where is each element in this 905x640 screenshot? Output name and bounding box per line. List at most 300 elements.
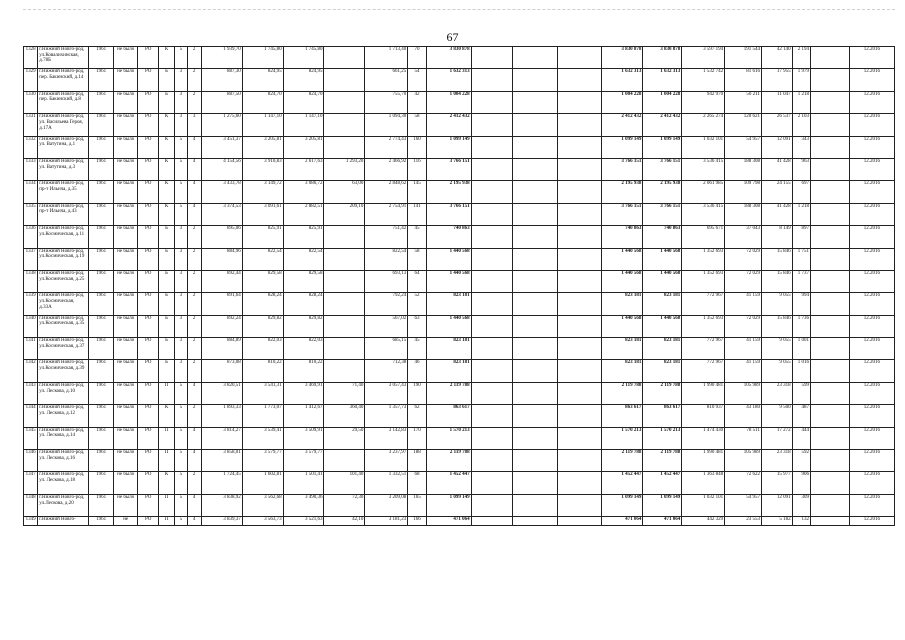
cell-fund: РО — [138, 360, 158, 382]
cell-e1 — [471, 360, 512, 382]
cell-fund: РО — [138, 69, 158, 91]
cell-e2 — [512, 226, 557, 248]
cell-f2: 1 570 213 — [643, 427, 682, 449]
cell-e3 — [557, 338, 602, 360]
cell-wall: К — [158, 114, 174, 136]
cell-fund: РО — [138, 382, 158, 404]
cell-e2 — [512, 360, 557, 382]
cell-repair: не было — [113, 427, 138, 449]
cell-f3: 3 536 415 — [682, 158, 725, 180]
cell-repair: не было — [113, 450, 138, 472]
cell-floors: 5 — [175, 472, 187, 494]
cell-f5: 15 846 — [761, 315, 792, 337]
cell-f4: 78 511 — [725, 427, 762, 449]
cell-year: 1961 — [89, 382, 114, 404]
cell-address: г.Нижний Новго-род, пер. Бакинский, д.8 — [38, 91, 89, 113]
cell-fund: РО — [138, 203, 158, 225]
cell-f4: 41 159 — [725, 338, 762, 360]
cell-ppl: 58 — [408, 114, 426, 136]
cell-g1 — [810, 158, 849, 180]
cell-year: 1961 — [89, 69, 114, 91]
cell-a3: 825,91 — [283, 226, 324, 248]
cell-f3: 772 967 — [682, 293, 725, 315]
cell-entr: 4 — [187, 494, 201, 516]
cell-f2: 740 863 — [643, 226, 682, 248]
cell-a2: 829,58 — [242, 270, 283, 292]
cell-ppl: 190 — [408, 382, 426, 404]
cell-f3: 810 937 — [682, 405, 725, 427]
cell-year: 1961 — [89, 472, 114, 494]
cell-a4 — [324, 248, 365, 270]
cell-date: 12.2016 — [849, 158, 894, 180]
cell-floors: 3 — [175, 69, 187, 91]
cell-fund: РО — [138, 450, 158, 472]
cell-a4 — [324, 136, 365, 158]
cell-f5: 15 846 — [761, 248, 792, 270]
cell-no: 1328 — [24, 47, 38, 69]
cell-a3: 1 147,10 — [283, 114, 324, 136]
cell-address: г.Нижний Новго-род, ул.Космическая, д.39 — [38, 360, 89, 382]
cell-e1 — [471, 315, 512, 337]
cell-year: 1961 — [89, 47, 114, 69]
cell-a4: 63,00 — [324, 181, 365, 203]
cell-wall: Б — [158, 69, 174, 91]
cell-a1: 1 939,70 — [201, 47, 242, 69]
cell-f2: 2 119 788 — [643, 450, 682, 472]
cell-address: г.Нижний Новго-род, ул. Лескова, д.14 — [38, 427, 89, 449]
cell-f3: 1 032 101 — [682, 494, 725, 516]
cell-e3 — [557, 293, 602, 315]
cell-g1 — [810, 248, 849, 270]
cell-f2: 3 830 878 — [643, 47, 682, 69]
cell-f5: 17 955 — [761, 69, 792, 91]
cell-sum: 3 766 151 — [426, 203, 471, 225]
cell-a4 — [324, 450, 365, 472]
table-row — [24, 203, 895, 225]
cell-year: 1961 — [89, 270, 114, 292]
cell-sum: 740 863 — [426, 226, 471, 248]
cell-ppl: 46 — [408, 360, 426, 382]
cell-e3 — [557, 136, 602, 158]
cell-a4: 42,10 — [324, 517, 365, 526]
cell-date: 12.2016 — [849, 427, 894, 449]
cell-f1: 823 181 — [602, 293, 643, 315]
cell-g1 — [810, 136, 849, 158]
cell-fund: РО — [138, 248, 158, 270]
cell-a5: 1 332,51 — [365, 472, 408, 494]
cell-ppl: 68 — [408, 472, 426, 494]
cell-a3: 3 086,72 — [283, 181, 324, 203]
cell-a1: 4 154,56 — [201, 158, 242, 180]
cell-wall: К — [158, 405, 174, 427]
cell-entr: 2 — [187, 338, 201, 360]
cell-fund: РО — [138, 494, 158, 516]
cell-no: 1347 — [24, 472, 38, 494]
cell-floors: 3 — [175, 315, 187, 337]
cell-entr: 2 — [187, 405, 201, 427]
cell-f4: 54 957 — [725, 136, 762, 158]
cell-ppl: 141 — [408, 203, 426, 225]
cell-a1: 3 820,51 — [201, 382, 242, 404]
cell-date: 12.2016 — [849, 517, 894, 526]
cell-a5: 792,24 — [365, 293, 408, 315]
cell-e1 — [471, 472, 512, 494]
cell-f1: 2 412 432 — [602, 114, 643, 136]
cell-ppl: 170 — [408, 427, 426, 449]
cell-sum: 1 099 149 — [426, 136, 471, 158]
cell-repair: не было — [113, 47, 138, 69]
cell-e1 — [471, 47, 512, 69]
cell-e2 — [512, 158, 557, 180]
cell-a1: 892,44 — [201, 270, 242, 292]
cell-fund: РО — [138, 315, 158, 337]
cell-floors: 3 — [175, 270, 187, 292]
cell-f4: 191 544 — [725, 47, 762, 69]
cell-wall: Б — [158, 338, 174, 360]
table-row — [24, 450, 895, 472]
cell-e2 — [512, 338, 557, 360]
cell-e3 — [557, 181, 602, 203]
cell-a3: 3 521,63 — [283, 517, 324, 526]
cell-floors: 5 — [175, 405, 187, 427]
cell-sum: 1 452 447 — [426, 472, 471, 494]
cell-a2: 822,54 — [242, 248, 283, 270]
cell-e1 — [471, 91, 512, 113]
cell-year: 1961 — [89, 203, 114, 225]
cell-a5: 693,13 — [365, 270, 408, 292]
cell-no: 1333 — [24, 158, 38, 180]
cell-e3 — [557, 450, 602, 472]
cell-entr: 3 — [187, 114, 201, 136]
cell-entr: 2 — [187, 47, 201, 69]
cell-f2: 1 004 228 — [643, 91, 682, 113]
cell-fund: РО — [138, 405, 158, 427]
cell-sum: 823 181 — [426, 293, 471, 315]
cell-e3 — [557, 69, 602, 91]
cell-f3: 1 990 481 — [682, 450, 725, 472]
cell-floors: 5 — [175, 494, 187, 516]
cell-g1 — [810, 472, 849, 494]
cell-f5: 15 977 — [761, 472, 792, 494]
cell-e1 — [471, 181, 512, 203]
cell-f3: 772 967 — [682, 338, 725, 360]
table-row — [24, 226, 895, 248]
cell-a4: 209,10 — [324, 203, 365, 225]
table-row — [24, 270, 895, 292]
cell-e1 — [471, 494, 512, 516]
cell-f6: 487 — [792, 405, 810, 427]
cell-sum: 1 099 149 — [426, 494, 471, 516]
cell-no: 1339 — [24, 293, 38, 315]
cell-f4: 72 029 — [725, 248, 762, 270]
cell-no: 1336 — [24, 226, 38, 248]
cell-f1: 1 570 213 — [602, 427, 643, 449]
cell-wall: П — [158, 427, 174, 449]
cell-entr: 2 — [187, 226, 201, 248]
cell-f4: 188 308 — [725, 158, 762, 180]
cell-fund: РО — [138, 270, 158, 292]
cell-address: г.Нижний Новго-род, ул.Космическая, д.11 — [38, 226, 89, 248]
cell-g1 — [810, 181, 849, 203]
cell-entr: 4 — [187, 203, 201, 225]
cell-sum: 2 412 432 — [426, 114, 471, 136]
cell-year: 1961 — [89, 405, 114, 427]
cell-no: 1334 — [24, 181, 38, 203]
cell-a2: 3 205,81 — [242, 136, 283, 158]
cell-f5: 26 537 — [761, 114, 792, 136]
cell-f6: 1 218 — [792, 91, 810, 113]
cell-date: 12.2016 — [849, 47, 894, 69]
cell-date: 12.2016 — [849, 270, 894, 292]
cell-f6: 1 016 — [792, 360, 810, 382]
cell-a3: 829,82 — [283, 315, 324, 337]
cell-f6: 2 103 — [792, 114, 810, 136]
cell-a1: 3 451,37 — [201, 136, 242, 158]
cell-e2 — [512, 181, 557, 203]
cell-f1: 1 440 568 — [602, 315, 643, 337]
cell-year: 1961 — [89, 226, 114, 248]
cell-f6: 599 — [792, 382, 810, 404]
cell-sum: 2 195 938 — [426, 181, 471, 203]
cell-year: 1961 — [89, 450, 114, 472]
cell-fund: РО — [138, 226, 158, 248]
cell-a5: 2 848,62 — [365, 181, 408, 203]
cell-a1: 3 433,78 — [201, 181, 242, 203]
cell-repair: не было — [113, 136, 138, 158]
cell-wall: Б — [158, 270, 174, 292]
cell-f2: 3 766 151 — [643, 203, 682, 225]
cell-f6: 697 — [792, 181, 810, 203]
cell-f1: 1 440 568 — [602, 270, 643, 292]
cell-f1: 2 195 938 — [602, 181, 643, 203]
cell-no: 1348 — [24, 494, 38, 516]
cell-f3: 695 671 — [682, 226, 725, 248]
cell-wall: К — [158, 472, 174, 494]
cell-sum: 3 830 878 — [426, 47, 471, 69]
cell-e2 — [512, 114, 557, 136]
cell-e2 — [512, 405, 557, 427]
cell-floors: 5 — [175, 450, 187, 472]
cell-date: 12.2016 — [849, 69, 894, 91]
cell-address: г.Нижний Новго- — [38, 517, 89, 526]
cell-floors: 3 — [175, 360, 187, 382]
cell-f4: 37 043 — [725, 226, 762, 248]
cell-ppl: 58 — [408, 248, 426, 270]
cell-a2: 3 910,83 — [242, 158, 283, 180]
cell-f3: 2 061 985 — [682, 181, 725, 203]
cell-a5: 3 181,23 — [365, 517, 408, 526]
cell-e3 — [557, 517, 602, 526]
cell-e3 — [557, 248, 602, 270]
cell-a2: 829,82 — [242, 315, 283, 337]
cell-f6: 963 — [792, 158, 810, 180]
cell-a3: 3 205,81 — [283, 136, 324, 158]
cell-f4: 105 989 — [725, 382, 762, 404]
cell-f3: 1 532 742 — [682, 69, 725, 91]
cell-e2 — [512, 450, 557, 472]
cell-f1: 3 830 878 — [602, 47, 643, 69]
cell-f6: 2 194 — [792, 47, 810, 69]
cell-ppl: 52 — [408, 293, 426, 315]
cell-e1 — [471, 405, 512, 427]
cell-address: г.Нижний Новго-род, ул.Космическая, д.25 — [38, 270, 89, 292]
cell-f4: 120 621 — [725, 114, 762, 136]
cell-e3 — [557, 47, 602, 69]
cell-f5: 9 055 — [761, 338, 792, 360]
cell-no: 1340 — [24, 315, 38, 337]
cell-f5: 11 047 — [761, 91, 792, 113]
cell-e2 — [512, 293, 557, 315]
cell-f2: 1 099 149 — [643, 494, 682, 516]
cell-repair: не было — [113, 315, 138, 337]
cell-date: 12.2016 — [849, 248, 894, 270]
cell-fund: РО — [138, 472, 158, 494]
cell-f2: 2 195 938 — [643, 181, 682, 203]
table-row — [24, 181, 895, 203]
cell-f3: 3 597 194 — [682, 47, 725, 69]
cell-a3: 1 745,80 — [283, 47, 324, 69]
cell-floors: 5 — [175, 382, 187, 404]
cell-f6: 1 979 — [792, 69, 810, 91]
table-row — [24, 315, 895, 337]
cell-wall: Б — [158, 248, 174, 270]
table-row — [24, 472, 895, 494]
cell-f6: 1 001 — [792, 338, 810, 360]
cell-e1 — [471, 450, 512, 472]
cell-year: 1961 — [89, 181, 114, 203]
table-row — [24, 338, 895, 360]
cell-ppl: 63 — [408, 315, 426, 337]
cell-address: г.Нижний Новго-род, пр-т Ильича, д.43 — [38, 203, 89, 225]
cell-e2 — [512, 517, 557, 526]
cell-entr: 2 — [187, 360, 201, 382]
cell-sum: 823 181 — [426, 338, 471, 360]
table-row — [24, 293, 895, 315]
cell-e1 — [471, 427, 512, 449]
cell-a2: 824,70 — [242, 91, 283, 113]
cell-wall: К — [158, 203, 174, 225]
cell-year: 1961 — [89, 136, 114, 158]
cell-g1 — [810, 338, 849, 360]
cell-f2: 823 181 — [643, 360, 682, 382]
cell-f6: 132 — [792, 517, 810, 526]
cell-address: г.Нижний Новго-род, ул. Ватутина, д.1 — [38, 136, 89, 158]
cell-a4 — [324, 360, 365, 382]
cell-entr: 2 — [187, 293, 201, 315]
cell-a1: 895,06 — [201, 226, 242, 248]
cell-fund: РО — [138, 427, 158, 449]
cell-g1 — [810, 405, 849, 427]
cell-f4: 72 622 — [725, 472, 762, 494]
cell-address: г.Нижний Новго-род, пр-т Ильича, д.35 — [38, 181, 89, 203]
cell-no: 1332 — [24, 136, 38, 158]
cell-a2: 810,22 — [242, 360, 283, 382]
cell-f4: 54 957 — [725, 494, 762, 516]
cell-f3: 1 352 693 — [682, 315, 725, 337]
cell-a3: 3 579,77 — [283, 450, 324, 472]
cell-a5: 822,54 — [365, 248, 408, 270]
cell-g1 — [810, 47, 849, 69]
cell-e3 — [557, 472, 602, 494]
page-top-rule — [23, 9, 895, 10]
cell-e1 — [471, 69, 512, 91]
table-row — [24, 158, 895, 180]
cell-date: 12.2016 — [849, 203, 894, 225]
cell-entr: 4 — [187, 450, 201, 472]
cell-no: 1330 — [24, 91, 38, 113]
cell-a1: 3 374,53 — [201, 203, 242, 225]
cell-f1: 823 181 — [602, 338, 643, 360]
cell-e3 — [557, 427, 602, 449]
cell-f1: 2 119 788 — [602, 382, 643, 404]
cell-f2: 823 181 — [643, 338, 682, 360]
cell-f4: 43 180 — [725, 405, 762, 427]
cell-f2: 1 632 313 — [643, 69, 682, 91]
cell-no: 1335 — [24, 203, 38, 225]
cell-a3: 2 617,63 — [283, 158, 324, 180]
cell-repair: не было — [113, 181, 138, 203]
cell-ppl: 64 — [408, 270, 426, 292]
cell-f5: 9 500 — [761, 405, 792, 427]
cell-a2: 3 539,41 — [242, 427, 283, 449]
cell-a2: 3 563,73 — [242, 517, 283, 526]
cell-f5: 24 155 — [761, 181, 792, 203]
cell-ppl: 116 — [408, 158, 426, 180]
cell-a5: 712,38 — [365, 360, 408, 382]
cell-f6: 444 — [792, 427, 810, 449]
cell-f1: 1 440 568 — [602, 248, 643, 270]
cell-year: 1961 — [89, 91, 114, 113]
cell-date: 12.2016 — [849, 226, 894, 248]
cell-a5: 751,42 — [365, 226, 408, 248]
cell-repair: не было — [113, 494, 138, 516]
table-row — [24, 91, 895, 113]
cell-a1: 1 275,60 — [201, 114, 242, 136]
cell-year: 1961 — [89, 338, 114, 360]
cell-a2: 3 562,68 — [242, 494, 283, 516]
cell-sum: 2 119 788 — [426, 382, 471, 404]
cell-address: г.Нижний Новго-род, ул.Космическая, д.35 — [38, 315, 89, 337]
cell-a4: 1 293,20 — [324, 158, 365, 180]
cell-floors: 5 — [175, 136, 187, 158]
cell-f2: 1 099 149 — [643, 136, 682, 158]
cell-sum: 1 632 313 — [426, 69, 471, 91]
cell-repair: не было — [113, 91, 138, 113]
cell-f5: 12 091 — [761, 136, 792, 158]
cell-e3 — [557, 158, 602, 180]
cell-entr: 4 — [187, 136, 201, 158]
cell-address: г.Нижний Новго-род, ул. Лескова, д.16 — [38, 450, 89, 472]
cell-a4 — [324, 315, 365, 337]
cell-entr: 2 — [187, 315, 201, 337]
cell-no: 1344 — [24, 405, 38, 427]
cell-entr: 4 — [187, 427, 201, 449]
cell-year: 1961 — [89, 248, 114, 270]
cell-a2: 1 773,07 — [242, 405, 283, 427]
cell-a3: 828,24 — [283, 293, 324, 315]
cell-no: 1341 — [24, 338, 38, 360]
cell-f6: 1 736 — [792, 315, 810, 337]
cell-wall: К — [158, 47, 174, 69]
cell-f3: 1 990 481 — [682, 382, 725, 404]
cell-a1: 3 814,27 — [201, 427, 242, 449]
cell-address: г.Нижний Новго-род, ул.Космическая, д.19 — [38, 248, 89, 270]
cell-date: 12.2016 — [849, 382, 894, 404]
cell-no: 1343 — [24, 382, 38, 404]
table-row — [24, 248, 895, 270]
cell-a4 — [324, 293, 365, 315]
cell-floors: 3 — [175, 91, 187, 113]
